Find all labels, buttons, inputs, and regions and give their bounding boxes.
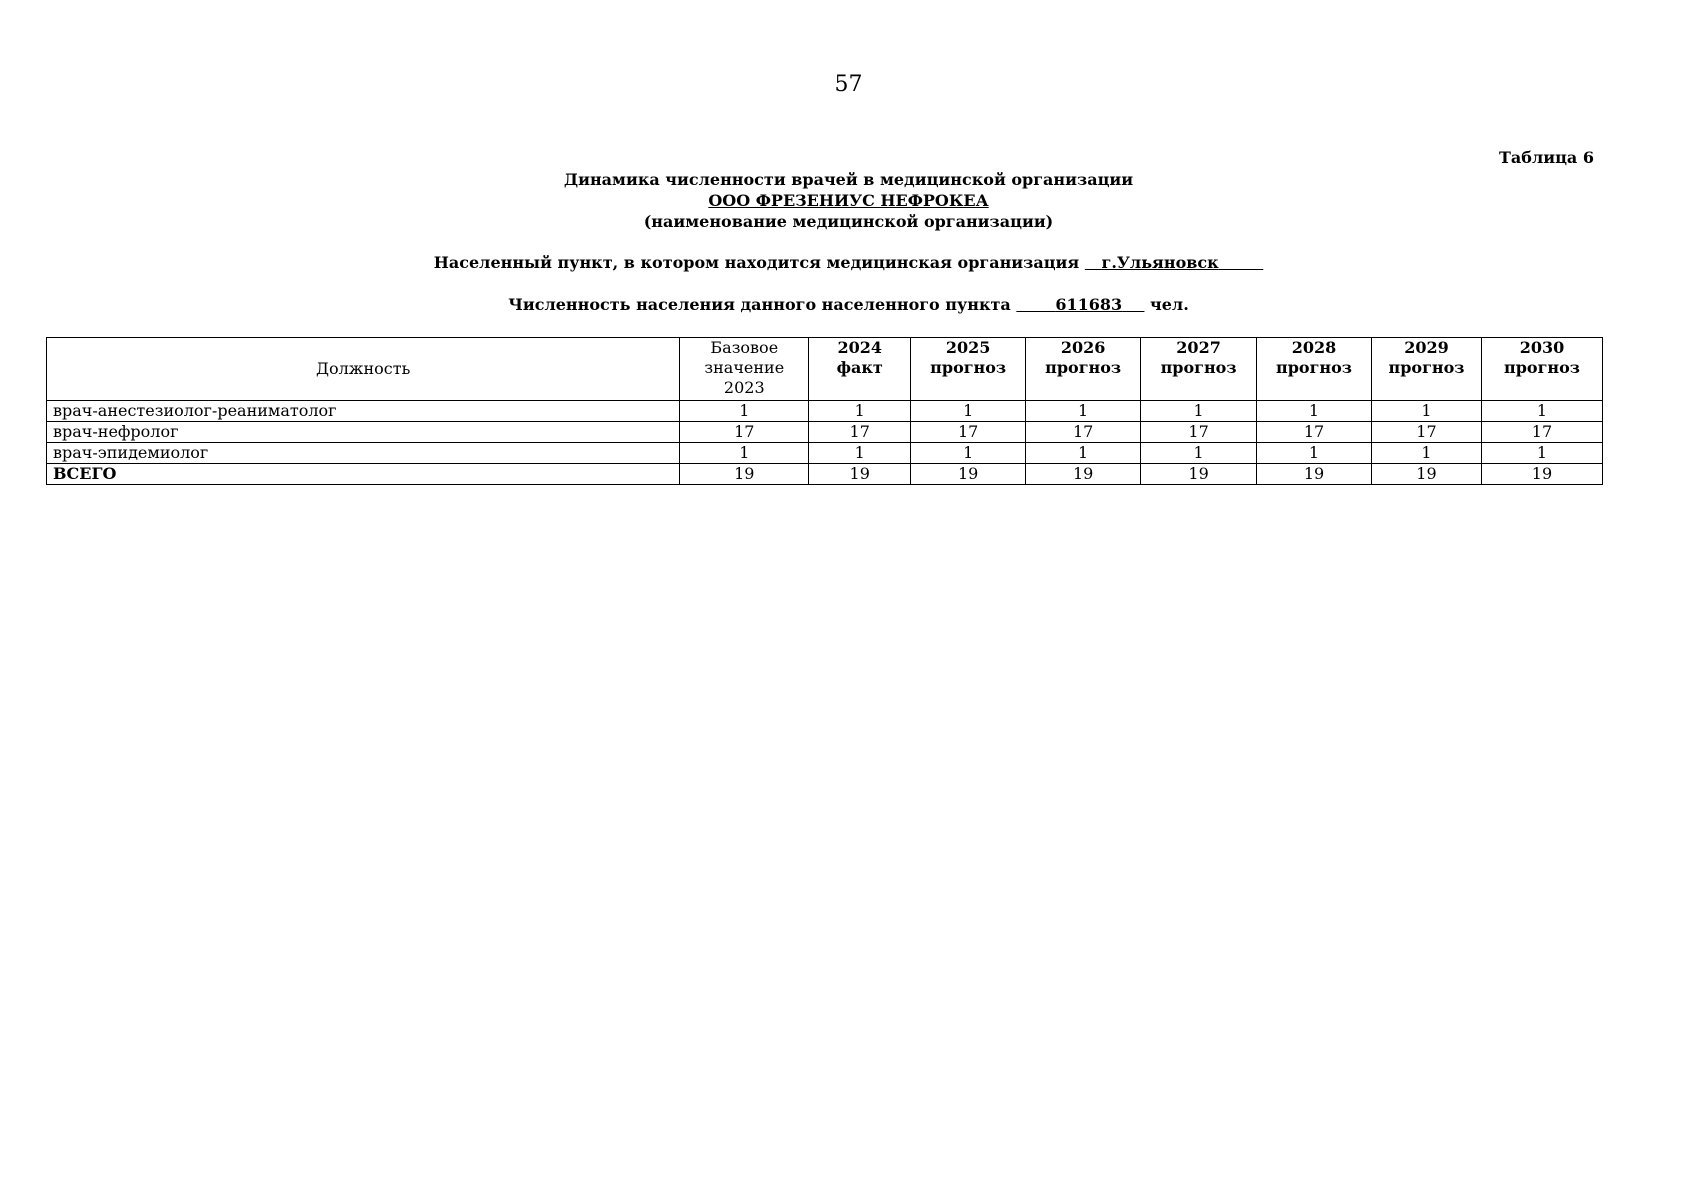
header-year-2027 — [1141, 338, 1257, 401]
table-label: Таблица 6 — [1499, 148, 1594, 167]
value-cell: 17 — [911, 422, 1026, 443]
document-title: Динамика численности врачей в медицинской организации — [563, 170, 1134, 189]
population-value-field — [1016, 295, 1144, 314]
total-cell: 19 — [911, 464, 1026, 485]
value-cell: 1 — [1372, 443, 1482, 464]
value-cell: 1 — [1026, 443, 1141, 464]
value-cell: 1 — [1481, 401, 1602, 422]
total-cell: 19 — [1257, 464, 1372, 485]
header-year: 2029 — [1404, 338, 1449, 357]
population-line — [0, 295, 1697, 314]
total-cell: 19 — [1372, 464, 1482, 485]
header-year-label: прогноз — [930, 358, 1007, 377]
organization-caption: (наименование медицинской организации) — [643, 212, 1054, 231]
header-year: 2025 — [945, 338, 991, 357]
value-cell: 17 — [809, 422, 911, 443]
table-header-row — [47, 338, 1603, 401]
page-number: 57 — [834, 72, 863, 97]
staff-dynamics-table — [46, 337, 1603, 485]
table-row — [47, 443, 1603, 464]
header-year: 2026 — [1060, 338, 1106, 357]
header-year: 2024 — [837, 338, 882, 357]
value-cell: 1 — [911, 401, 1026, 422]
locality-label: Населенный пункт, в котором находится медицинская организация — [433, 253, 1080, 272]
value-cell: 17 — [1026, 422, 1141, 443]
value-cell: 1 — [1257, 401, 1372, 422]
value-cell: 17 — [1372, 422, 1482, 443]
header-base-line3: 2023 — [723, 378, 765, 397]
header-year-label: прогноз — [1504, 358, 1580, 377]
header-base-2023 — [680, 338, 809, 401]
value-cell: 1 — [1141, 401, 1257, 422]
value-cell: 1 — [680, 443, 809, 464]
header-year-2024 — [809, 338, 911, 401]
header-base-line2: значение — [704, 358, 785, 377]
header-year-2025 — [911, 338, 1026, 401]
population-unit: чел. — [1150, 295, 1189, 314]
position-cell: врач-анестезиолог-реаниматолог — [47, 401, 680, 422]
table-row — [47, 422, 1603, 443]
value-cell: 1 — [1026, 401, 1141, 422]
header-year-2029 — [1372, 338, 1482, 401]
header-year-label: прогноз — [1388, 358, 1465, 377]
header-year-label: факт — [836, 358, 883, 377]
total-cell: 19 — [680, 464, 809, 485]
total-label: ВСЕГО — [47, 464, 680, 485]
value-cell: 1 — [1372, 401, 1482, 422]
value-cell: 1 — [911, 443, 1026, 464]
locality-value-field — [1085, 253, 1263, 272]
total-cell: 19 — [809, 464, 911, 485]
header-base-line1: Базовое — [710, 338, 779, 357]
organization-name: ООО ФРЕЗЕНИУС НЕФРОКЕА — [708, 191, 989, 210]
total-cell: 19 — [1141, 464, 1257, 485]
value-cell: 1 — [1481, 443, 1602, 464]
header-year: 2030 — [1519, 338, 1565, 357]
header-year-2028 — [1257, 338, 1372, 401]
value-cell: 1 — [809, 401, 911, 422]
header-year-2026 — [1026, 338, 1141, 401]
value-cell: 1 — [809, 443, 911, 464]
population-value: 611683 — [1055, 295, 1123, 314]
value-cell: 1 — [680, 401, 809, 422]
header-year: 2028 — [1291, 338, 1337, 357]
population-label: Численность населения данного населенного пункта — [508, 295, 1011, 314]
value-cell: 17 — [680, 422, 809, 443]
locality-value: г.Ульяновск — [1101, 253, 1219, 272]
value-cell: 17 — [1257, 422, 1372, 443]
header-position: Должность — [47, 338, 680, 401]
value-cell: 1 — [1257, 443, 1372, 464]
header-year-label: прогноз — [1160, 358, 1237, 377]
locality-line — [0, 253, 1697, 272]
total-cell: 19 — [1481, 464, 1602, 485]
position-cell: врач-нефролог — [47, 422, 680, 443]
total-row — [47, 464, 1603, 485]
value-cell: 17 — [1141, 422, 1257, 443]
table-row — [47, 401, 1603, 422]
total-cell: 19 — [1026, 464, 1141, 485]
header-year-2030 — [1481, 338, 1602, 401]
header-year-label: прогноз — [1045, 358, 1122, 377]
position-cell: врач-эпидемиолог — [47, 443, 680, 464]
header-year-label: прогноз — [1276, 358, 1352, 377]
value-cell: 1 — [1141, 443, 1257, 464]
header-year: 2027 — [1176, 338, 1221, 357]
value-cell: 17 — [1481, 422, 1602, 443]
